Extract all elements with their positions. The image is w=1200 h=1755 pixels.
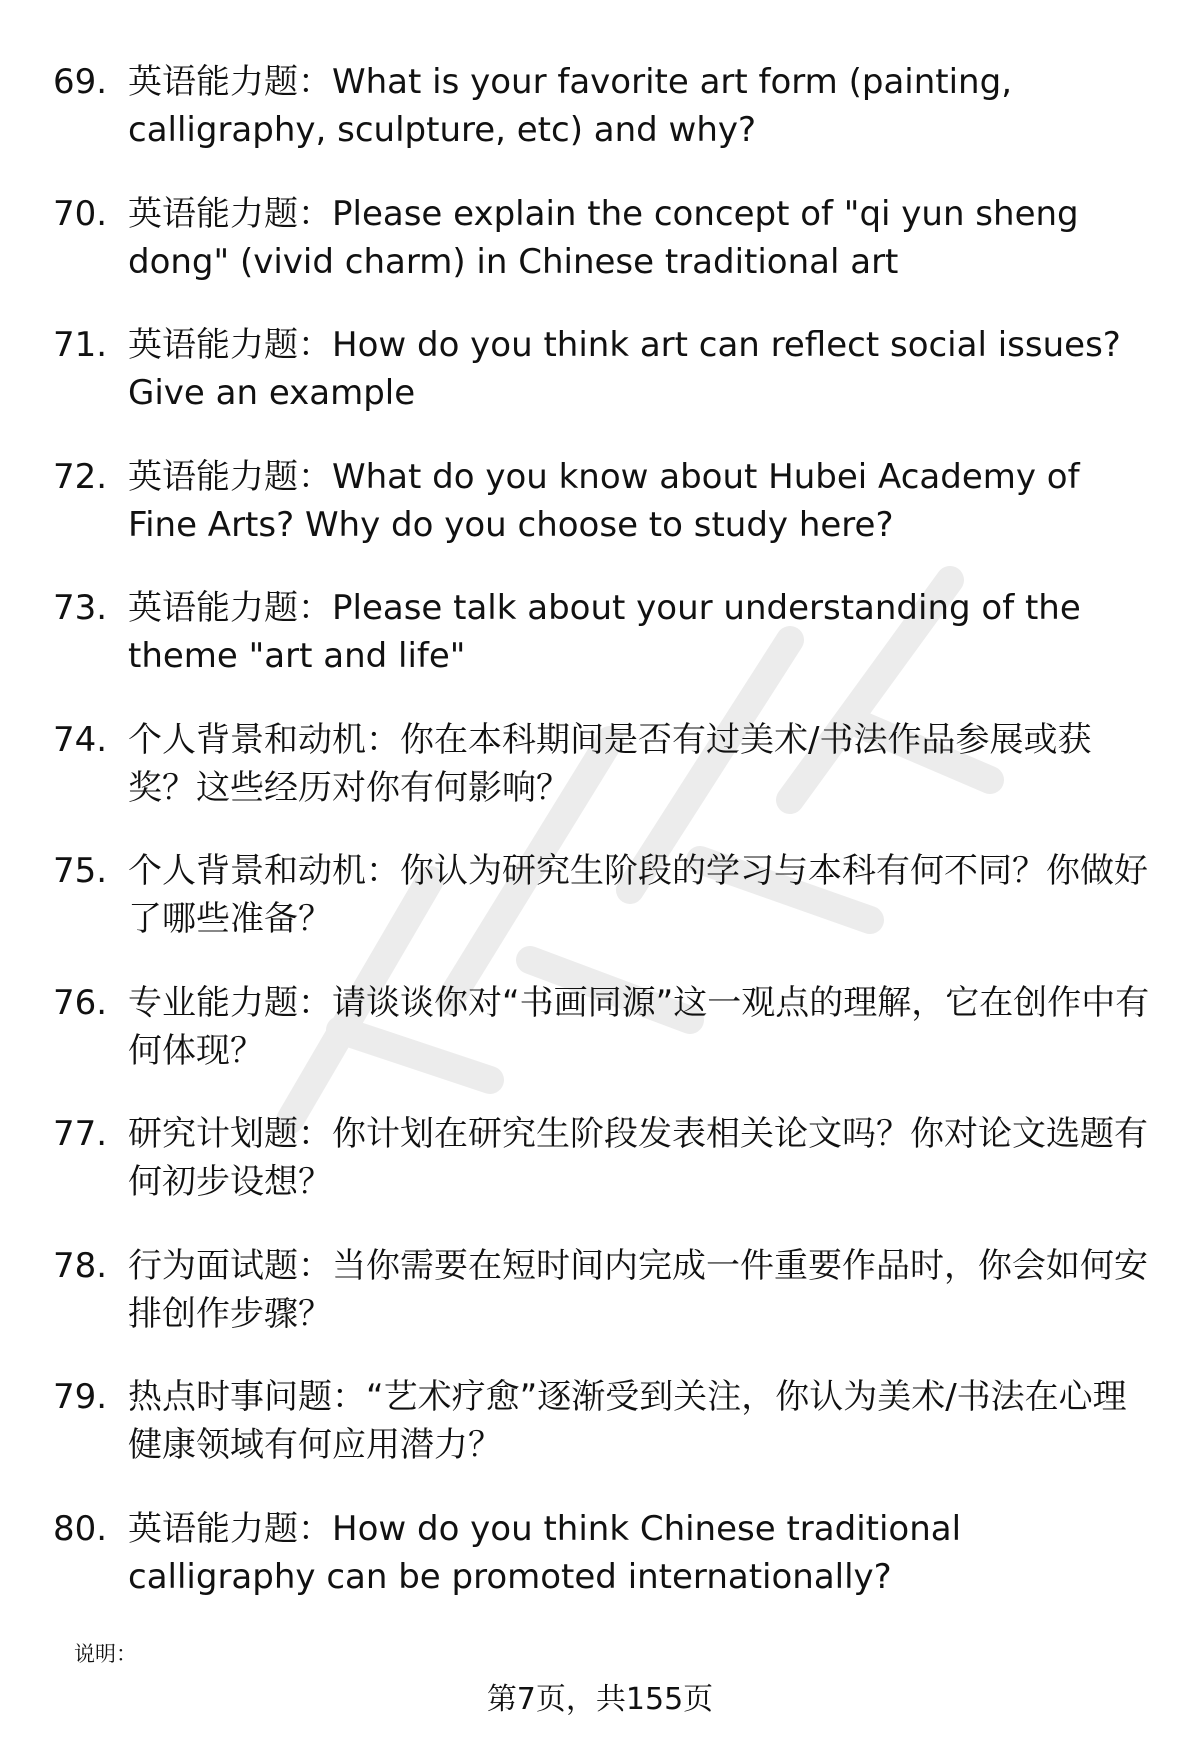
question-item — [0, 190, 1200, 322]
question-number: 80. — [53, 1508, 108, 1549]
question-item — [0, 453, 1200, 585]
question-item — [0, 1110, 1200, 1242]
question-number: 71. — [53, 325, 108, 365]
question-number: 72. — [53, 456, 108, 497]
question-list — [0, 58, 1200, 1636]
question-item — [0, 1505, 1200, 1637]
question-item — [0, 584, 1200, 716]
question-item — [0, 58, 1200, 190]
question-item — [0, 979, 1200, 1111]
question-number: 69. — [53, 62, 108, 102]
question-text: 个人背景和动机：你在本科期间是否有过美术/书法作品参展或获奖？这些经历对你有何影响？ — [128, 719, 1092, 808]
question-text: 行为面试题：当你需要在短时间内完成一件重要作品时，你会如何安排创作步骤？ — [128, 1245, 1148, 1334]
question-item — [0, 1373, 1200, 1505]
question-text: 专业能力题：请谈谈你对“书画同源”这一观点的理解，它在创作中有何体现？ — [128, 982, 1150, 1071]
question-item — [0, 847, 1200, 979]
question-item — [0, 321, 1200, 453]
question-number: 78. — [53, 1245, 108, 1286]
question-text: 个人背景和动机：你认为研究生阶段的学习与本科有何不同？你做好了哪些准备？ — [128, 851, 1148, 939]
page-number-footer: 第7页，共155页 — [486, 1682, 714, 1717]
note-label: 说明： — [74, 1642, 137, 1666]
question-text: 英语能力题：Please explain the concept of "qi yun sheng dong" (vivid charm) in Chinese traditional art — [128, 193, 1079, 282]
question-number: 77. — [53, 1114, 108, 1154]
question-text: 英语能力题：How do you think art can reflect social issues? Give an example — [128, 325, 1121, 413]
question-text: 研究计划题：你计划在研究生阶段发表相关论文吗？你对论文选题有何初步设想？ — [128, 1114, 1148, 1202]
question-text: 英语能力题：Please talk about your understanding of the theme "art and life" — [128, 588, 1081, 676]
question-item — [0, 1242, 1200, 1374]
question-number: 79. — [53, 1377, 108, 1417]
question-item — [0, 716, 1200, 848]
question-number: 75. — [53, 851, 108, 891]
question-text: 英语能力题：What do you know about Hubei Academy of Fine Arts? Why do you choose to study here? — [128, 456, 1080, 545]
question-text: 热点时事问题：“艺术疗愈”逐渐受到关注，你认为美术/书法在心理健康领域有何应用潜力？ — [128, 1377, 1127, 1465]
question-text: 英语能力题：What is your favorite art form (painting, calligraphy, sculpture, etc) and why? — [128, 62, 1012, 150]
question-number: 70. — [53, 193, 108, 234]
question-number: 73. — [53, 588, 108, 628]
question-text: 英语能力题：How do you think Chinese traditional calligraphy can be promoted internationally? — [128, 1508, 962, 1597]
question-number: 76. — [53, 982, 108, 1023]
question-number: 74. — [53, 719, 108, 760]
